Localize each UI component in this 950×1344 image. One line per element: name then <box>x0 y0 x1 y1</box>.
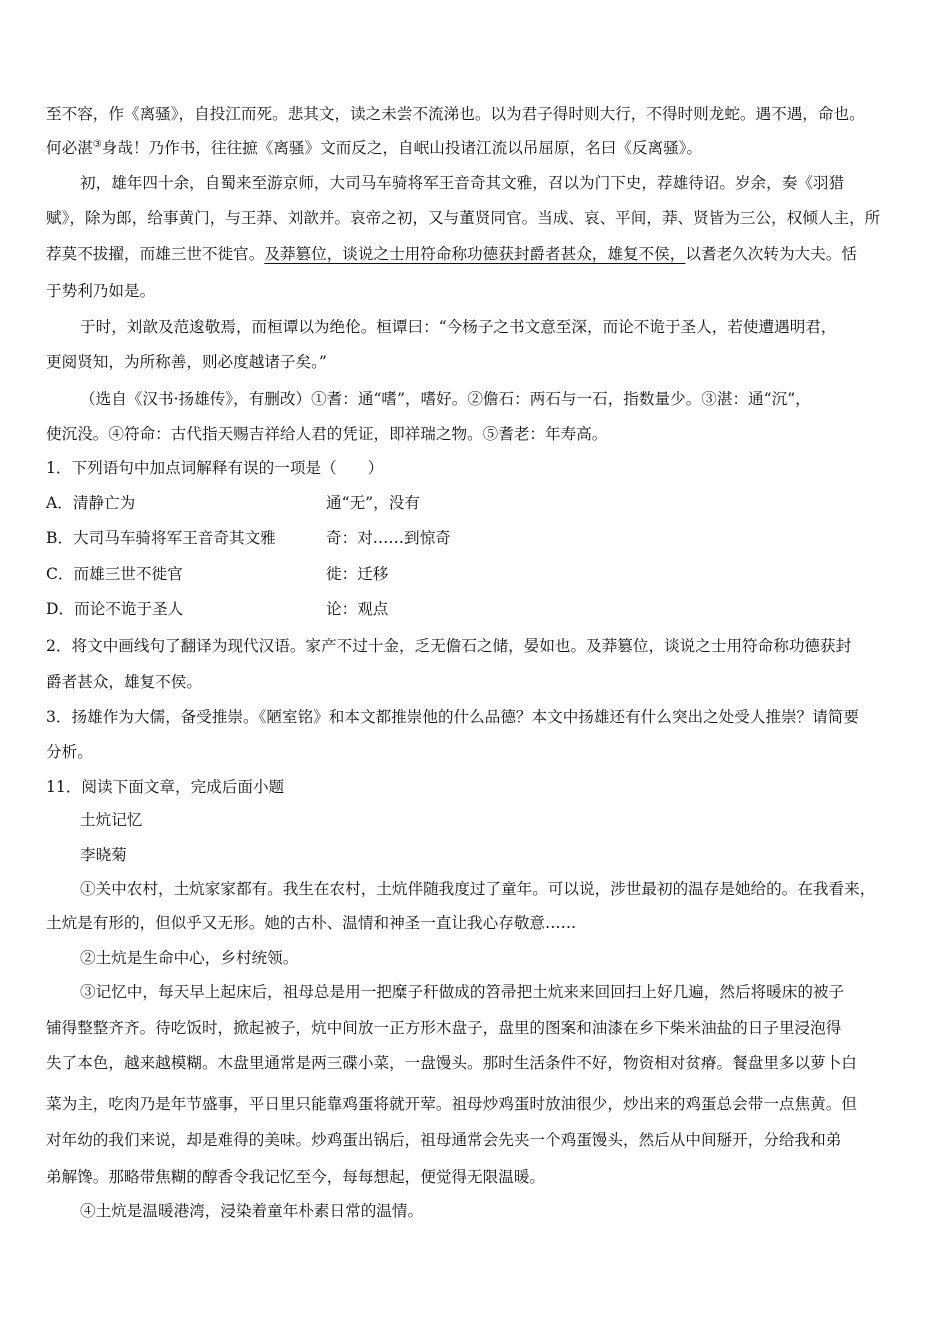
option-label: A．清静亡为 <box>46 494 136 512</box>
option-d <box>46 599 908 621</box>
option-label: D．而论不诡于圣人 <box>46 600 184 618</box>
source-note-line: （选自《汉书·扬雄传》，有删改）①耆：通“嗜”，嗜好。②儋石：两石与一石，指数量少。③湛：通“沉”， <box>80 390 811 408</box>
passage-text: 身哉！乃作书，往往摭《离骚》文而反之，自岷山投诸江流以吊屈原，名曰《反离骚》。 <box>101 139 703 157</box>
article-line: 铺得整整齐齐。待吃饭时，掀起被子，炕中间放一正方形木盘子，盘里的图案和油漆在乡下柴米油盐的日子里浸泡得 <box>46 1019 842 1037</box>
passage-line: 初，雄年四十余，自蜀来至游京师，大司马车骑将军王音奇其文雅，召以为门下史，荐雄待诏。岁余，奏《羽猎 <box>80 174 845 192</box>
option-gloss: 论：观点 <box>326 600 389 618</box>
option-gloss: 奇：对……到惊奇 <box>326 529 451 547</box>
passage-line: 至不容，作《离骚》，自投江而死。悲其文，读之未尝不流涕也。以为君子得时则大行，不得时则龙蛇。遇不遇，命也。 <box>46 105 865 123</box>
passage-line: 于时，刘歆及范逡敬焉，而桓谭以为绝伦。桓谭曰：“今杨子之书文意至深，而论不诡于圣人，若使遭遇明君， <box>80 318 837 336</box>
article-line: 菜为主，吃肉乃是年节盛事，平日里只能靠鸡蛋将就开荤。祖母炒鸡蛋时放油很少，炒出来的鸡蛋总会带一点焦黄。但 <box>46 1095 857 1113</box>
article-line: ②土炕是生命中心，乡村统领。 <box>80 949 299 967</box>
passage-line <box>46 244 908 264</box>
article-line: 弟解馋。那略带焦糊的醇香令我记忆至今，每每想起，便觉得无限温暖。 <box>46 1168 546 1186</box>
source-note-line: 使沉没。④符命：古代指天赐吉祥给人君的凭证，即祥瑞之物。⑤耆老：年寿高。 <box>46 425 608 443</box>
option-c <box>46 564 908 586</box>
option-label: C．而雄三世不徙官 <box>46 565 183 583</box>
question-2-line: 2．将文中画线句了翻译为现代汉语。家产不过十金，乏无儋石之储，晏如也。及莽篡位，谈说之士用符命称功德获封 <box>46 637 852 655</box>
passage-line <box>46 138 908 158</box>
option-gloss: 通“无”，没有 <box>326 494 420 512</box>
footnote-marker: ③ <box>92 138 102 150</box>
article-line: 土炕是有形的，但似乎又无形。她的古朴、温情和神圣一直让我心存敬意…… <box>46 914 577 932</box>
question-1: 1．下列语句中加点词解释有误的一项是（ ） <box>46 459 384 477</box>
passage-text: 何必湛 <box>46 139 93 157</box>
question-3-line: 分析。 <box>46 743 93 761</box>
article-line: ③记忆中，每天早上起床后，祖母总是用一把糜子秆做成的笤帚把土炕来来回回扫上好几遍，然后将暖床的被子 <box>80 983 845 1001</box>
article-line: 对年幼的我们来说，却是难得的美味。炒鸡蛋出锅后，祖母通常会先夹一个鸡蛋馒头，然后从中间掰开，分给我和弟 <box>46 1131 842 1149</box>
section-11-heading: 11．阅读下面文章，完成后面小题 <box>46 778 285 796</box>
option-gloss: 徙：迁移 <box>326 565 389 583</box>
passage-text: 荐莫不拔擢，而雄三世不徙官。 <box>46 245 265 263</box>
passage-line: 于势利乃如是。 <box>46 282 156 300</box>
article-line: 失了本色，越来越模糊。木盘里通常是两三碟小菜，一盘馒头。那时生活条件不好，物资相对贫瘠。餐盘里多以萝卜白 <box>46 1054 857 1072</box>
question-3-line: 3．扬雄作为大儒，备受推崇。《陋室铭》和本文都推崇他的什么品德？本文中扬雄还有什么突出之处受人推崇？请简要 <box>46 708 859 726</box>
article-author: 李晓菊 <box>80 846 127 864</box>
question-2-line: 爵者甚众，雄复不侯。 <box>46 673 202 691</box>
article-line: ④土炕是温暖港湾，浸染着童年朴素日常的温情。 <box>80 1202 424 1220</box>
passage-line: 更阅贤知，为所称善，则必度越诸子矣。” <box>46 353 327 371</box>
passage-text: 以耆老久次转为大夫。恬 <box>685 245 857 263</box>
underlined-sentence: 及莽篡位，谈说之士用符命称功德获封爵者甚众，雄复不侯， <box>264 245 686 263</box>
option-label: B．大司马车骑将军王音奇其文雅 <box>46 529 276 547</box>
option-b <box>46 528 908 550</box>
option-a <box>46 493 908 515</box>
article-title: 土炕记忆 <box>80 811 143 829</box>
passage-line: 赋》，除为郎，给事黄门，与王莽、刘歆并。哀帝之初，又与董贤同官。当成、哀、平间，莽、贤皆为三公，权倾人主，所 <box>46 209 881 227</box>
article-line: ①关中农村，土炕家家都有。我生在农村，土炕伴随我度过了童年。可以说，涉世最初的温存是她给的。在我看来， <box>80 880 876 898</box>
